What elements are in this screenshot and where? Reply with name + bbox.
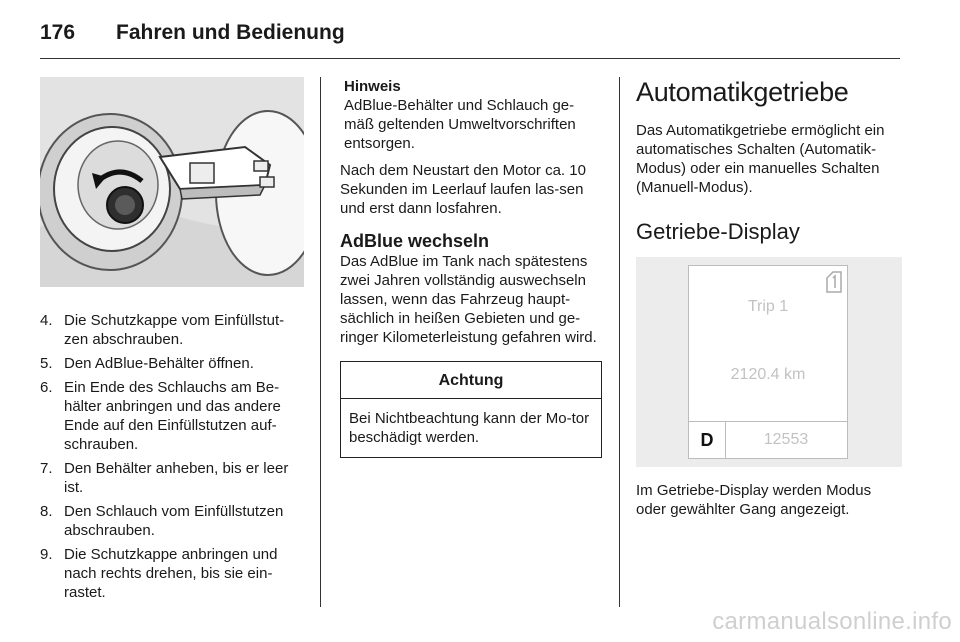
section-heading: Automatikgetriebe xyxy=(636,77,849,107)
list-item: 9. Die Schutzkappe anbringen und nach rechts drehen, bis sie ein-rastet. xyxy=(40,546,278,601)
page-header xyxy=(40,18,900,59)
trip-distance: 2120.4 km xyxy=(730,366,806,383)
column-divider-left xyxy=(320,77,321,607)
list-item: 5. Den AdBlue-Behälter öffnen. xyxy=(40,355,254,372)
odometer: 12553 xyxy=(763,431,809,448)
left-column xyxy=(40,77,304,607)
right-column xyxy=(636,77,902,519)
transmission-display xyxy=(688,265,848,459)
list-item: 4. Die Schutzkappe vom Einfüllstut-zen abschrauben. xyxy=(40,312,285,348)
instruction-steps xyxy=(40,311,304,602)
section-title: AdBlue wechseln xyxy=(340,231,490,251)
column-divider-right xyxy=(619,77,620,607)
subsection-heading: Getriebe-Display xyxy=(636,219,800,244)
display-bottom-row xyxy=(689,421,847,458)
note-text: AdBlue-Behälter und Schlauch ge-mäß geltenden Umweltvorschriften entsorgen. xyxy=(344,97,576,152)
list-item: 8. Den Schlauch vom Einfüllstutzen abschrauben. xyxy=(40,503,284,539)
gear-mode: D xyxy=(689,422,726,458)
warning-box xyxy=(340,361,602,458)
restart-text: Nach dem Neustart den Motor ca. 10 Sekunden im Leerlauf laufen las-sen und erst dann losfahren. xyxy=(340,162,586,217)
gear-indicator-icon xyxy=(825,270,843,294)
watermark: carmanualsonline.info xyxy=(712,608,952,635)
intro-text: Das Automatikgetriebe ermöglicht ein automatisches Schalten (Automatik-Modus) oder ein manuelles Schalten (Manuell-Modus). xyxy=(636,122,885,196)
page-heading: Fahren und Bedienung xyxy=(116,21,345,44)
list-item: 7. Den Behälter anheben, bis er leer ist. xyxy=(40,460,289,496)
middle-column xyxy=(340,77,602,458)
note-title: Hinweis xyxy=(344,78,401,95)
warning-title: Achtung xyxy=(341,362,601,399)
trip-label: Trip 1 xyxy=(747,298,789,315)
fuel-filler-illustration xyxy=(40,77,304,287)
display-caption: Im Getriebe-Display werden Modus oder gewählter Gang angezeigt. xyxy=(636,482,872,518)
filler-neck-image xyxy=(40,77,304,287)
section-text: Das AdBlue im Tank nach spätestens zwei Jahren vollständig auswechseln lassen, wenn das Fahrzeug haupt-sächlich in heißen Gebieten und ge-ringer Kilometerleistung gefahren wird. xyxy=(340,253,597,346)
page-number: 176 xyxy=(40,21,76,44)
warning-text: Bei Nichtbeachtung kann der Mo-tor beschädigt werden. xyxy=(349,410,590,446)
list-item: 6. Ein Ende des Schlauchs am Be-hälter anbringen und das andere Ende auf den Einfüllstutzen auf-schrauben. xyxy=(40,379,281,453)
transmission-display-illustration xyxy=(636,257,902,467)
